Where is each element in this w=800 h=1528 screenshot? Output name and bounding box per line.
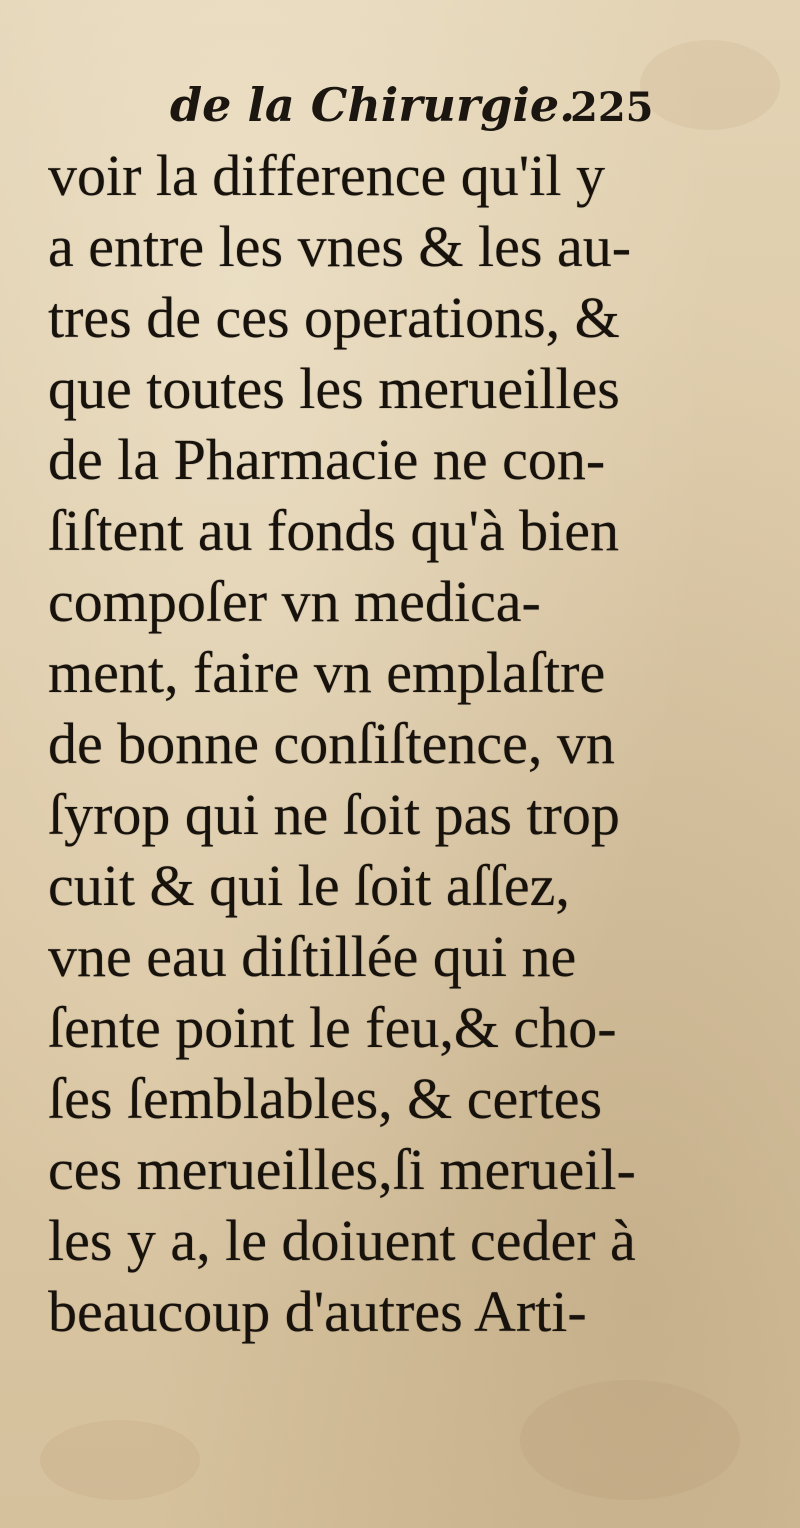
text-line: que toutes les merueilles — [48, 356, 620, 421]
text-line: a entre les vnes & les au- — [48, 214, 632, 279]
text-line: compoſer vn medica- — [48, 569, 541, 634]
page-number: 225 — [570, 84, 654, 131]
text-line: de bonne conſiſtence, vn — [48, 711, 615, 776]
text-line: les y a, le doiuent ceder à — [48, 1208, 636, 1273]
running-head: de la Chirurgie. — [170, 78, 576, 132]
paper-stain — [40, 1420, 200, 1500]
text-line: beaucoup d'autres Arti- — [48, 1279, 587, 1344]
text-line: ſente point le feu,& cho- — [48, 995, 617, 1060]
text-line: vne eau diſtillée qui ne — [48, 924, 577, 989]
text-line: ſes ſemblables, & certes — [48, 1066, 603, 1131]
text-line: ment, faire vn emplaſtre — [48, 640, 606, 705]
text-line: cuit & qui le ſoit aſſez, — [48, 853, 570, 918]
text-line: ces merueilles,ſi merueil- — [48, 1137, 636, 1202]
paper-stain — [520, 1380, 740, 1500]
text-line: ſyrop qui ne ſoit pas trop — [48, 782, 620, 847]
text-line: tres de ces operations, & — [48, 285, 620, 350]
text-line: ſiſtent au fonds qu'à bien — [48, 498, 619, 563]
body-text — [48, 140, 738, 1347]
text-line: voir la difference qu'il y — [48, 143, 605, 208]
text-line: de la Pharmacie ne con- — [48, 427, 606, 492]
